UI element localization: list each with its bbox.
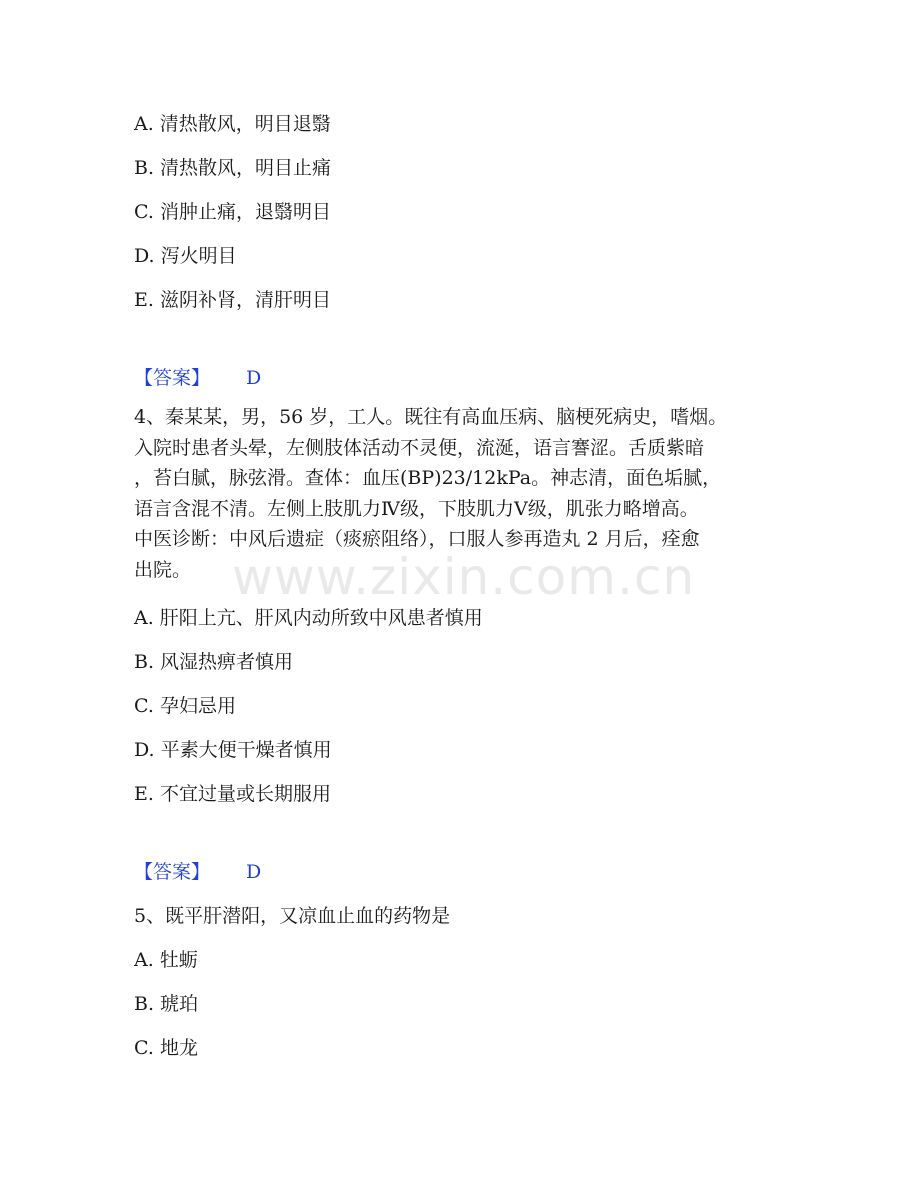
q5-option-a: A. 牡蛎 [134,949,198,971]
answer-4 [134,860,261,884]
q4-option-c: C. 孕妇忌用 [134,695,236,717]
q3-option-b: B. 清热散风，明目止痛 [134,157,332,179]
answer-3-value: D [246,367,262,389]
q4-stem-line: 4、秦某某，男，56 岁，工人。既往有高血压病、脑梗死病史，嗜烟。 [134,406,728,428]
answer-4-label: 【答案】 [134,861,211,883]
watermark: www.zixin.com.cn [232,548,696,606]
q4-stem-line: 出院。 [134,558,192,581]
q4-stem-line: 中医诊断：中风后遗症（痰瘀阻络），口服人参再造丸 2 月后，痊愈 [134,528,700,550]
q3-option-e: E. 滋阴补肾，清肝明目 [134,289,331,311]
q5-stem: 5、既平肝潜阳，又凉血止血的药物是 [134,905,451,927]
answer-3-label: 【答案】 [134,367,211,389]
q4-option-d: D. 平素大便干燥者慎用 [134,739,332,761]
q4-stem-line: 语言含混不清。左侧上肢肌力Ⅳ级，下肢肌力Ⅴ级，肌张力略增高。 [134,497,699,520]
q4-option-b: B. 风湿热痹者慎用 [134,651,294,673]
q4-option-e: E. 不宜过量或长期服用 [134,783,331,805]
q4-stem-line: ，苔白腻，脉弦滑。查体：血压(BP)23/12kPa。神志清，面色垢腻， [134,467,722,489]
answer-3 [134,366,261,390]
q5-option-c: C. 地龙 [134,1037,198,1059]
q3-option-d: D. 泻火明目 [134,245,237,267]
answer-4-value: D [246,861,262,883]
q4-stem-line: 入院时患者头晕，左侧肢体活动不灵便，流涎，语言謇涩。舌质紫暗 [134,436,705,459]
q4-option-a: A. 肝阳上亢、肝风内动所致中风患者慎用 [134,607,483,629]
q3-option-a: A. 清热散风，明目退翳 [134,113,331,135]
q3-option-c: C. 消肿止痛，退翳明目 [134,201,331,223]
q5-option-b: B. 琥珀 [134,993,199,1015]
